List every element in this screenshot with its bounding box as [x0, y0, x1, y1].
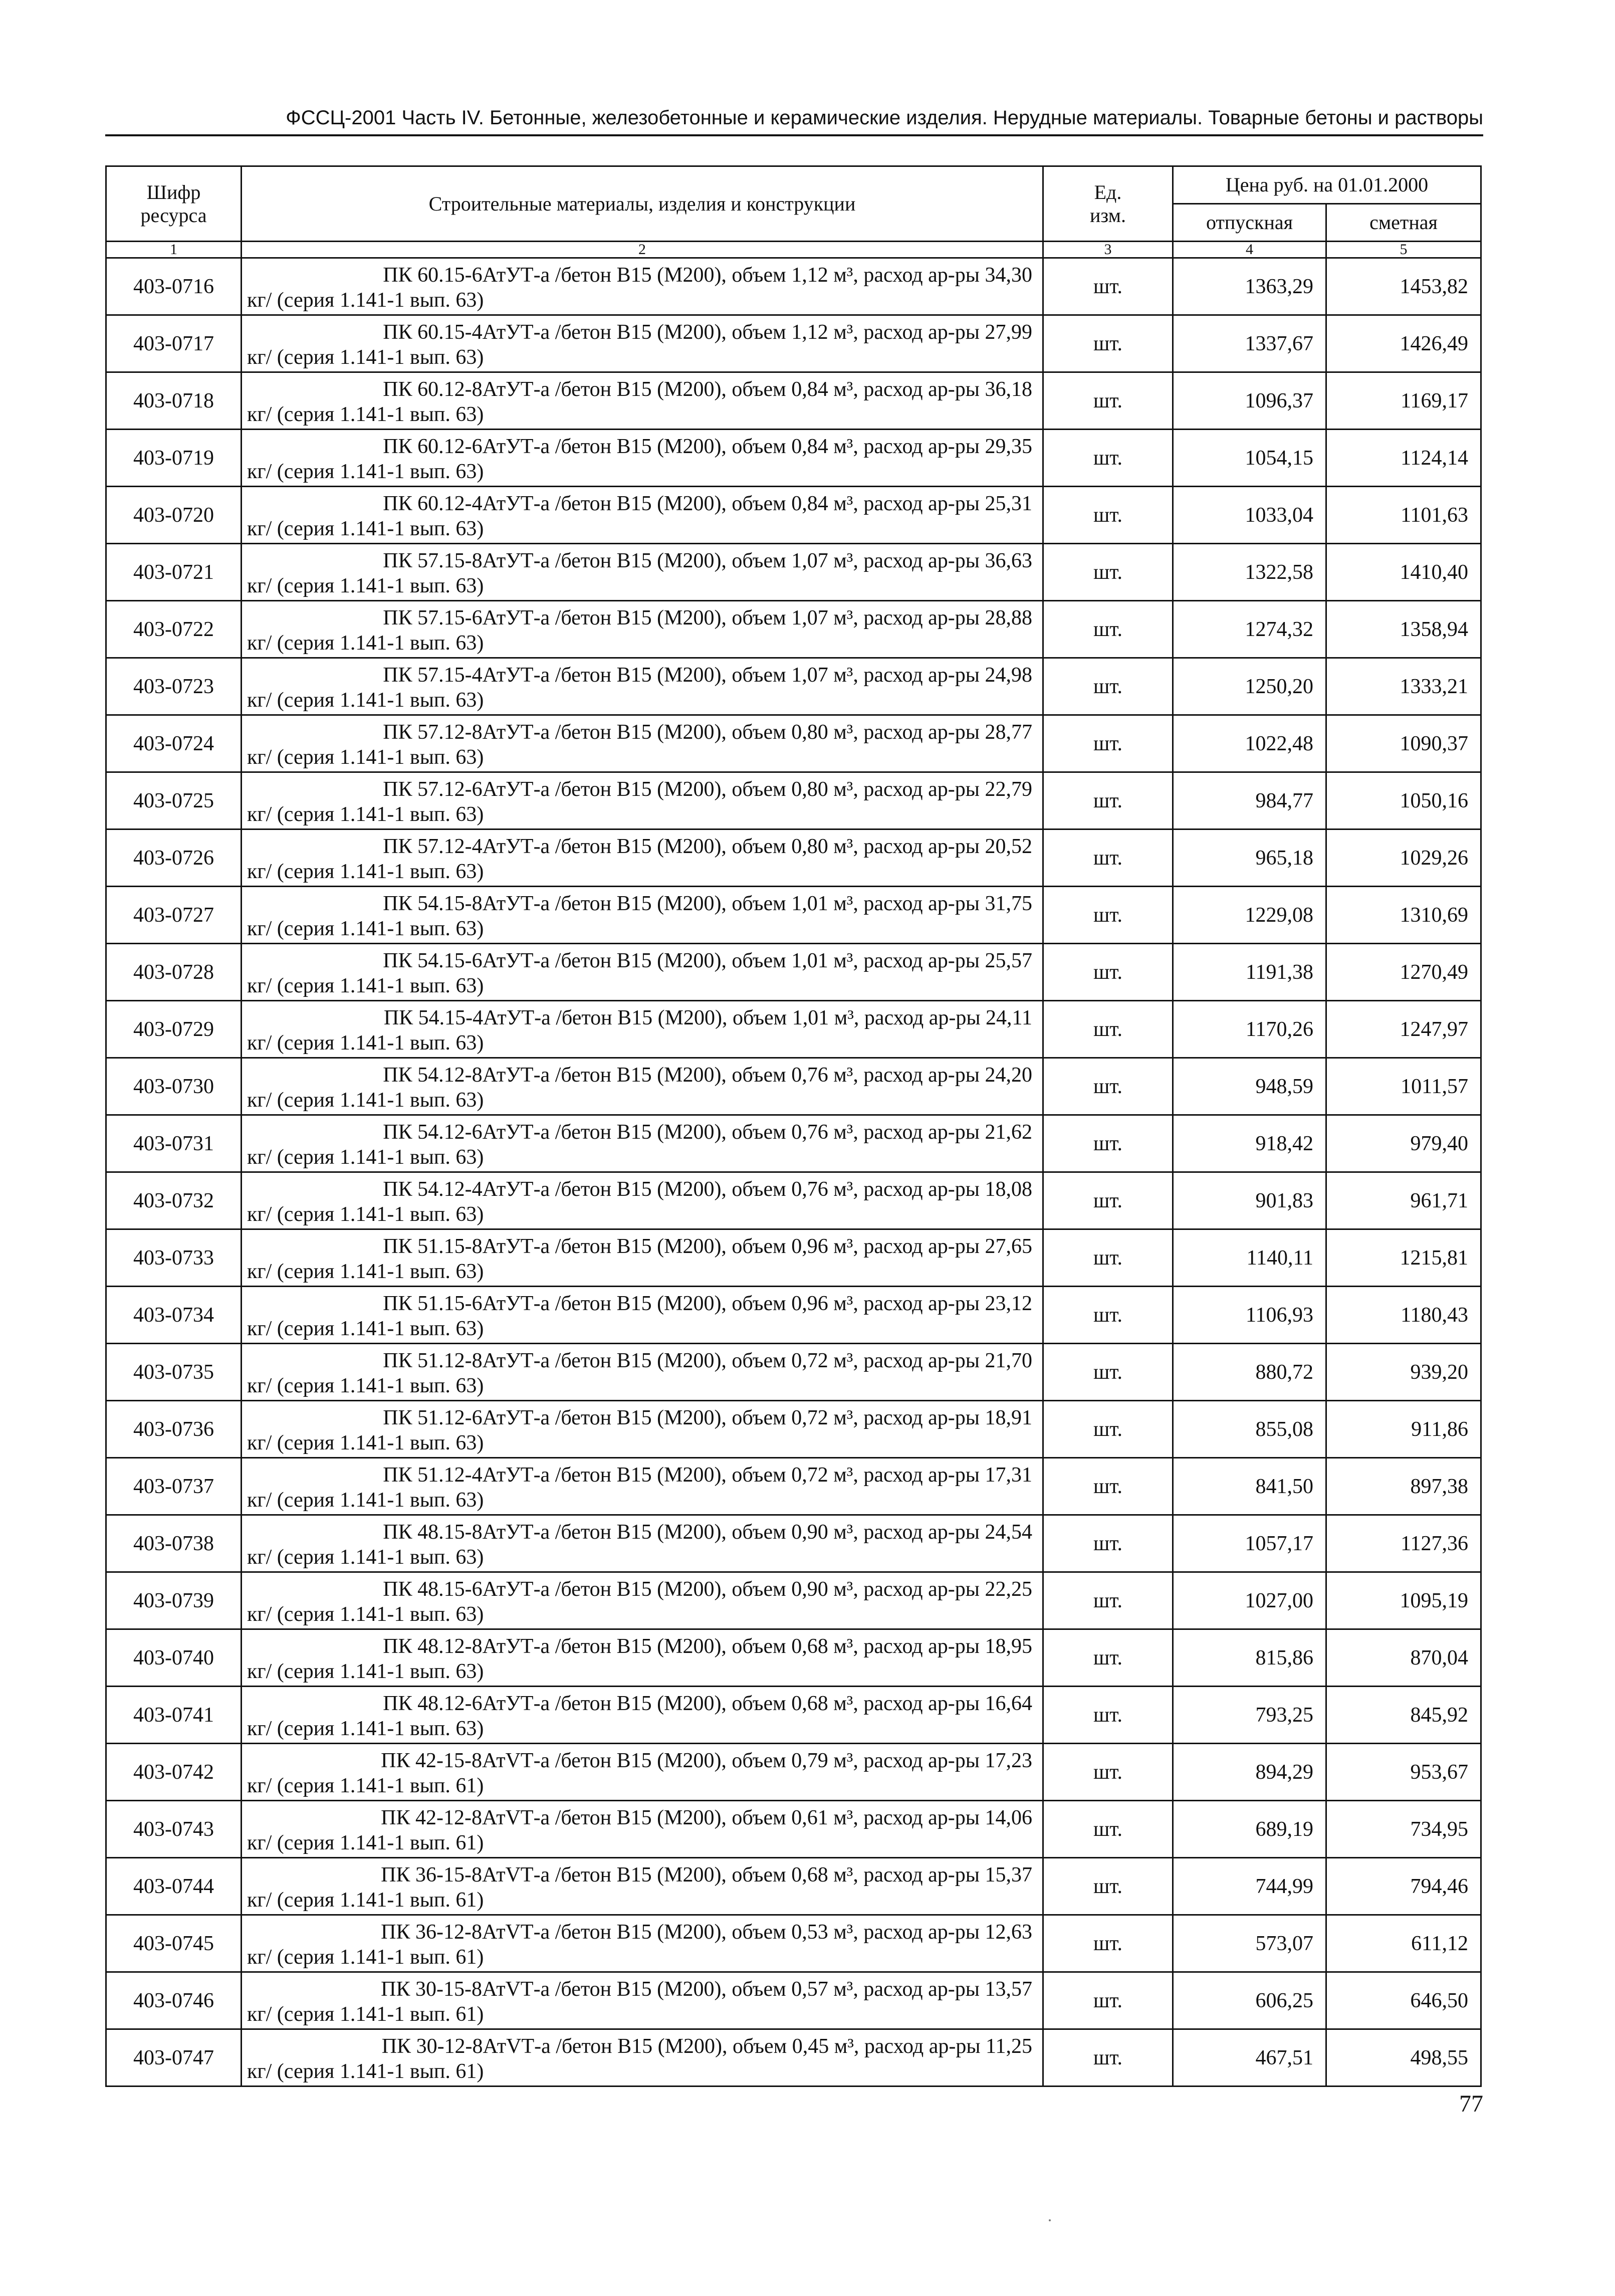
description-line-1: ПК 60.15-6АтУТ-а /бетон В15 (М200), объем 1,12 м³, расход ар-ры 34,30 [383, 263, 1032, 287]
price-estimate: 845,92 [1326, 1687, 1481, 1744]
material-description [242, 1629, 1043, 1687]
price-estimate: 646,50 [1326, 1972, 1481, 2029]
unit: шт. [1043, 944, 1173, 1001]
price-estimate: 498,55 [1326, 2029, 1481, 2086]
material-description [242, 1572, 1043, 1629]
description-line-1: ПК 48.15-8АтУТ-а /бетон В15 (М200), объем 0,90 м³, расход ар-ры 24,54 [383, 1520, 1032, 1544]
unit: шт. [1043, 1629, 1173, 1687]
header-unit: Ед. изм. [1043, 166, 1173, 242]
description-line-2: кг/ (серия 1.141-1 вып. 63) [247, 974, 484, 997]
unit: шт. [1043, 1515, 1173, 1572]
header-name: Строительные материалы, изделия и конструкции [242, 166, 1043, 242]
table-row [106, 487, 1481, 544]
price-release: 1096,37 [1173, 372, 1326, 430]
resource-code: 403-0733 [106, 1229, 242, 1287]
unit: шт. [1043, 1915, 1173, 1972]
description-line-1: ПК 54.12-6АтУТ-а /бетон В15 (М200), объем 0,76 м³, расход ар-ры 21,62 [383, 1120, 1032, 1144]
price-estimate: 1247,97 [1326, 1001, 1481, 1058]
description-line-2: кг/ (серия 1.141-1 вып. 63) [247, 1659, 484, 1683]
unit: шт. [1043, 1115, 1173, 1172]
unit: шт. [1043, 1001, 1173, 1058]
price-release: 1274,32 [1173, 601, 1326, 658]
header-price-release: отпускная [1173, 204, 1326, 242]
price-estimate: 939,20 [1326, 1344, 1481, 1401]
resource-code: 403-0726 [106, 829, 242, 887]
description-line-1: ПК 51.15-6АтУТ-а /бетон В15 (М200), объем 0,96 м³, расход ар-ры 23,12 [383, 1292, 1032, 1315]
description-line-1: ПК 54.12-4АтУТ-а /бетон В15 (М200), объем 0,76 м³, расход ар-ры 18,08 [383, 1177, 1032, 1201]
unit: шт. [1043, 1344, 1173, 1401]
price-release: 1229,08 [1173, 887, 1326, 944]
material-description [242, 1972, 1043, 2029]
material-description [242, 1401, 1043, 1458]
table-row [106, 601, 1481, 658]
table-row [106, 258, 1481, 315]
resource-code: 403-0741 [106, 1687, 242, 1744]
price-estimate: 1358,94 [1326, 601, 1481, 658]
material-description [242, 372, 1043, 430]
material-description [242, 944, 1043, 1001]
material-description [242, 1172, 1043, 1229]
resource-code: 403-0740 [106, 1629, 242, 1687]
price-release: 1191,38 [1173, 944, 1326, 1001]
header-rule [105, 134, 1483, 136]
material-description [242, 1515, 1043, 1572]
price-release: 1363,29 [1173, 258, 1326, 315]
description-line-1: ПК 30-15-8АтVТ-а /бетон В15 (М200), объем 0,57 м³, расход ар-ры 13,57 [381, 1977, 1032, 2001]
description-line-2: кг/ (серия 1.141-1 вып. 63) [247, 1488, 484, 1512]
price-estimate: 1050,16 [1326, 772, 1481, 829]
price-estimate: 961,71 [1326, 1172, 1481, 1229]
table-row [106, 1629, 1481, 1687]
description-line-1: ПК 42-12-8АтVТ-а /бетон В15 (М200), объем 0,61 м³, расход ар-ры 14,06 [381, 1806, 1032, 1829]
material-description [242, 1001, 1043, 1058]
price-estimate: 1215,81 [1326, 1229, 1481, 1287]
material-description [242, 430, 1043, 487]
description-line-1: ПК 57.12-4АтУТ-а /бетон В15 (М200), объем 0,80 м³, расход ар-ры 20,52 [383, 834, 1032, 858]
price-release: 1322,58 [1173, 544, 1326, 601]
price-estimate: 911,86 [1326, 1401, 1481, 1458]
resource-code: 403-0724 [106, 715, 242, 772]
description-line-2: кг/ (серия 1.141-1 вып. 63) [247, 1145, 484, 1169]
price-release: 1250,20 [1173, 658, 1326, 715]
resource-code: 403-0731 [106, 1115, 242, 1172]
table-row [106, 1687, 1481, 1744]
description-line-2: кг/ (серия 1.141-1 вып. 61) [247, 1774, 484, 1797]
table-row [106, 1572, 1481, 1629]
description-line-2: кг/ (серия 1.141-1 вып. 63) [247, 345, 484, 369]
unit: шт. [1043, 1687, 1173, 1744]
price-release: 573,07 [1173, 1915, 1326, 1972]
material-description [242, 1915, 1043, 1972]
price-estimate: 1101,63 [1326, 487, 1481, 544]
table-row [106, 1972, 1481, 2029]
description-line-2: кг/ (серия 1.141-1 вып. 63) [247, 1374, 484, 1397]
resource-code: 403-0739 [106, 1572, 242, 1629]
table-row [106, 372, 1481, 430]
material-description [242, 829, 1043, 887]
price-release: 1027,00 [1173, 1572, 1326, 1629]
material-description [242, 1115, 1043, 1172]
description-line-2: кг/ (серия 1.141-1 вып. 63) [247, 1602, 484, 1626]
price-estimate: 1426,49 [1326, 315, 1481, 372]
resource-code: 403-0716 [106, 258, 242, 315]
price-estimate: 1310,69 [1326, 887, 1481, 944]
resource-code: 403-0735 [106, 1344, 242, 1401]
description-line-2: кг/ (серия 1.141-1 вып. 61) [247, 1888, 484, 1912]
description-line-1: ПК 54.15-4АтУТ-а /бетон В15 (М200), объем 1,01 м³, расход ар-ры 24,11 [383, 1006, 1032, 1029]
resource-code: 403-0730 [106, 1058, 242, 1115]
price-estimate: 1127,36 [1326, 1515, 1481, 1572]
table-row [106, 2029, 1481, 2086]
unit: шт. [1043, 1172, 1173, 1229]
price-estimate: 870,04 [1326, 1629, 1481, 1687]
price-table [105, 165, 1482, 2087]
table-row [106, 772, 1481, 829]
price-release: 841,50 [1173, 1458, 1326, 1515]
table-row [106, 1858, 1481, 1915]
table-row [106, 1058, 1481, 1115]
unit: шт. [1043, 601, 1173, 658]
resource-code: 403-0734 [106, 1287, 242, 1344]
column-number: 4 [1173, 242, 1326, 258]
resource-code: 403-0721 [106, 544, 242, 601]
resource-code: 403-0738 [106, 1515, 242, 1572]
price-release: 1170,26 [1173, 1001, 1326, 1058]
column-number-row [106, 242, 1481, 258]
price-release: 815,86 [1173, 1629, 1326, 1687]
description-line-2: кг/ (серия 1.141-1 вып. 63) [247, 802, 484, 826]
unit: шт. [1043, 1744, 1173, 1801]
description-line-2: кг/ (серия 1.141-1 вып. 63) [247, 631, 484, 655]
description-line-2: кг/ (серия 1.141-1 вып. 63) [247, 1202, 484, 1226]
table-row [106, 544, 1481, 601]
resource-code: 403-0747 [106, 2029, 242, 2086]
description-line-2: кг/ (серия 1.141-1 вып. 61) [247, 1831, 484, 1854]
table-row [106, 715, 1481, 772]
material-description [242, 715, 1043, 772]
unit: шт. [1043, 1972, 1173, 2029]
material-description [242, 772, 1043, 829]
price-release: 606,25 [1173, 1972, 1326, 2029]
header-code: Шифр ресурса [106, 166, 242, 242]
price-release: 1337,67 [1173, 315, 1326, 372]
description-line-2: кг/ (серия 1.141-1 вып. 63) [247, 1545, 484, 1569]
price-release: 1054,15 [1173, 430, 1326, 487]
description-line-2: кг/ (серия 1.141-1 вып. 63) [247, 288, 484, 312]
material-description [242, 1058, 1043, 1115]
description-line-2: кг/ (серия 1.141-1 вып. 61) [247, 1945, 484, 1969]
unit: шт. [1043, 258, 1173, 315]
table-row [106, 1344, 1481, 1401]
description-line-2: кг/ (серия 1.141-1 вып. 63) [247, 517, 484, 540]
price-release: 467,51 [1173, 2029, 1326, 2086]
column-number: 2 [242, 242, 1043, 258]
price-estimate: 1090,37 [1326, 715, 1481, 772]
price-estimate: 1095,19 [1326, 1572, 1481, 1629]
table-row [106, 1744, 1481, 1801]
price-release: 965,18 [1173, 829, 1326, 887]
description-line-2: кг/ (серия 1.141-1 вып. 63) [247, 1088, 484, 1112]
table-row [106, 1915, 1481, 1972]
material-description [242, 315, 1043, 372]
material-description [242, 887, 1043, 944]
description-line-1: ПК 57.15-4АтУТ-а /бетон В15 (М200), объем 1,07 м³, расход ар-ры 24,98 [383, 663, 1032, 687]
price-estimate: 1333,21 [1326, 658, 1481, 715]
page-number: 77 [1459, 2091, 1483, 2117]
resource-code: 403-0719 [106, 430, 242, 487]
material-description [242, 2029, 1043, 2086]
resource-code: 403-0742 [106, 1744, 242, 1801]
price-estimate: 979,40 [1326, 1115, 1481, 1172]
table-row [106, 658, 1481, 715]
price-estimate: 1169,17 [1326, 372, 1481, 430]
resource-code: 403-0743 [106, 1801, 242, 1858]
header-price-estimate: сметная [1326, 204, 1481, 242]
price-estimate: 897,38 [1326, 1458, 1481, 1515]
description-line-1: ПК 60.12-6АтУТ-а /бетон В15 (М200), объем 0,84 м³, расход ар-ры 29,35 [383, 435, 1032, 458]
column-number: 3 [1043, 242, 1173, 258]
description-line-2: кг/ (серия 1.141-1 вып. 61) [247, 2002, 484, 2026]
description-line-1: ПК 57.15-8АтУТ-а /бетон В15 (М200), объем 1,07 м³, расход ар-ры 36,63 [383, 549, 1032, 572]
price-release: 689,19 [1173, 1801, 1326, 1858]
description-line-2: кг/ (серия 1.141-1 вып. 63) [247, 402, 484, 426]
price-release: 855,08 [1173, 1401, 1326, 1458]
material-description [242, 658, 1043, 715]
description-line-1: ПК 48.15-6АтУТ-а /бетон В15 (М200), объем 0,90 м³, расход ар-ры 22,25 [383, 1577, 1032, 1601]
table-row [106, 430, 1481, 487]
resource-code: 403-0744 [106, 1858, 242, 1915]
price-release: 1106,93 [1173, 1287, 1326, 1344]
resource-code: 403-0745 [106, 1915, 242, 1972]
price-release: 1022,48 [1173, 715, 1326, 772]
description-line-1: ПК 36-12-8АтVТ-а /бетон В15 (М200), объем 0,53 м³, расход ар-ры 12,63 [381, 1920, 1032, 1944]
description-line-2: кг/ (серия 1.141-1 вып. 63) [247, 745, 484, 769]
resource-code: 403-0746 [106, 1972, 242, 2029]
unit: шт. [1043, 829, 1173, 887]
description-line-1: ПК 60.12-4АтУТ-а /бетон В15 (М200), объем 0,84 м³, расход ар-ры 25,31 [383, 492, 1032, 515]
price-release: 948,59 [1173, 1058, 1326, 1115]
unit: шт. [1043, 1229, 1173, 1287]
resource-code: 403-0722 [106, 601, 242, 658]
scan-speck [1049, 2219, 1051, 2221]
table-row [106, 1115, 1481, 1172]
price-release: 1033,04 [1173, 487, 1326, 544]
unit: шт. [1043, 1572, 1173, 1629]
unit: шт. [1043, 544, 1173, 601]
table-row [106, 1515, 1481, 1572]
column-number: 1 [106, 242, 242, 258]
unit: шт. [1043, 1287, 1173, 1344]
material-description [242, 1801, 1043, 1858]
resource-code: 403-0729 [106, 1001, 242, 1058]
description-line-1: ПК 36-15-8АтVТ-а /бетон В15 (М200), объем 0,68 м³, расход ар-ры 15,37 [381, 1863, 1032, 1887]
description-line-1: ПК 51.15-8АтУТ-а /бетон В15 (М200), объем 0,96 м³, расход ар-ры 27,65 [383, 1234, 1032, 1258]
price-release: 1057,17 [1173, 1515, 1326, 1572]
description-line-2: кг/ (серия 1.141-1 вып. 63) [247, 1431, 484, 1454]
material-description [242, 258, 1043, 315]
price-estimate: 1270,49 [1326, 944, 1481, 1001]
unit: шт. [1043, 658, 1173, 715]
description-line-2: кг/ (серия 1.141-1 вып. 63) [247, 1260, 484, 1283]
price-release: 793,25 [1173, 1687, 1326, 1744]
table-row [106, 1801, 1481, 1858]
material-description [242, 601, 1043, 658]
price-release: 744,99 [1173, 1858, 1326, 1915]
price-estimate: 794,46 [1326, 1858, 1481, 1915]
unit: шт. [1043, 1058, 1173, 1115]
unit: шт. [1043, 1401, 1173, 1458]
unit: шт. [1043, 1458, 1173, 1515]
description-line-1: ПК 48.12-8АтУТ-а /бетон В15 (М200), объем 0,68 м³, расход ар-ры 18,95 [383, 1634, 1032, 1658]
description-line-1: ПК 51.12-8АтУТ-а /бетон В15 (М200), объем 0,72 м³, расход ар-ры 21,70 [383, 1349, 1032, 1372]
resource-code: 403-0737 [106, 1458, 242, 1515]
description-line-2: кг/ (серия 1.141-1 вып. 61) [247, 2059, 484, 2083]
description-line-1: ПК 60.12-8АтУТ-а /бетон В15 (М200), объем 0,84 м³, расход ар-ры 36,18 [383, 377, 1032, 401]
table-row [106, 944, 1481, 1001]
price-estimate: 611,12 [1326, 1915, 1481, 1972]
price-estimate: 1410,40 [1326, 544, 1481, 601]
price-release: 984,77 [1173, 772, 1326, 829]
unit: шт. [1043, 315, 1173, 372]
column-number: 5 [1326, 242, 1481, 258]
table-row [106, 1287, 1481, 1344]
header-price-group: Цена руб. на 01.01.2000 [1173, 166, 1481, 204]
description-line-1: ПК 60.15-4АтУТ-а /бетон В15 (М200), объем 1,12 м³, расход ар-ры 27,99 [383, 320, 1032, 344]
price-release: 894,29 [1173, 1744, 1326, 1801]
resource-code: 403-0723 [106, 658, 242, 715]
unit: шт. [1043, 372, 1173, 430]
description-line-2: кг/ (серия 1.141-1 вып. 63) [247, 460, 484, 483]
description-line-2: кг/ (серия 1.141-1 вып. 63) [247, 688, 484, 712]
table-row [106, 887, 1481, 944]
resource-code: 403-0736 [106, 1401, 242, 1458]
table-row [106, 1458, 1481, 1515]
price-estimate: 734,95 [1326, 1801, 1481, 1858]
material-description [242, 1744, 1043, 1801]
resource-code: 403-0718 [106, 372, 242, 430]
price-estimate: 1029,26 [1326, 829, 1481, 887]
resource-code: 403-0725 [106, 772, 242, 829]
material-description [242, 1344, 1043, 1401]
resource-code: 403-0727 [106, 887, 242, 944]
description-line-1: ПК 51.12-4АтУТ-а /бетон В15 (М200), объем 0,72 м³, расход ар-ры 17,31 [383, 1463, 1032, 1487]
material-description [242, 1687, 1043, 1744]
description-line-1: ПК 57.12-8АтУТ-а /бетон В15 (М200), объем 0,80 м³, расход ар-ры 28,77 [383, 720, 1032, 744]
price-release: 880,72 [1173, 1344, 1326, 1401]
price-release: 901,83 [1173, 1172, 1326, 1229]
table-body [106, 258, 1481, 2086]
price-estimate: 1124,14 [1326, 430, 1481, 487]
material-description [242, 1287, 1043, 1344]
unit: шт. [1043, 715, 1173, 772]
price-estimate: 1453,82 [1326, 258, 1481, 315]
resource-code: 403-0717 [106, 315, 242, 372]
price-release: 1140,11 [1173, 1229, 1326, 1287]
page-header: ФССЦ-2001 Часть IV. Бетонные, железобетонные и керамические изделия. Нерудные материалы. Товарные бетоны и растворы [286, 107, 1483, 129]
resource-code: 403-0732 [106, 1172, 242, 1229]
price-release: 918,42 [1173, 1115, 1326, 1172]
table-row [106, 315, 1481, 372]
description-line-2: кг/ (серия 1.141-1 вып. 63) [247, 1031, 484, 1055]
description-line-1: ПК 48.12-6АтУТ-а /бетон В15 (М200), объем 0,68 м³, расход ар-ры 16,64 [383, 1692, 1032, 1715]
table-row [106, 1229, 1481, 1287]
description-line-2: кг/ (серия 1.141-1 вып. 63) [247, 917, 484, 940]
material-description [242, 1458, 1043, 1515]
price-estimate: 1011,57 [1326, 1058, 1481, 1115]
table-row [106, 829, 1481, 887]
unit: шт. [1043, 887, 1173, 944]
unit: шт. [1043, 1858, 1173, 1915]
table-row [106, 1401, 1481, 1458]
unit: шт. [1043, 2029, 1173, 2086]
unit: шт. [1043, 1801, 1173, 1858]
unit: шт. [1043, 430, 1173, 487]
description-line-2: кг/ (серия 1.141-1 вып. 63) [247, 1317, 484, 1340]
description-line-1: ПК 57.15-6АтУТ-а /бетон В15 (М200), объем 1,07 м³, расход ар-ры 28,88 [383, 606, 1032, 630]
material-description [242, 1229, 1043, 1287]
unit: шт. [1043, 772, 1173, 829]
resource-code: 403-0728 [106, 944, 242, 1001]
description-line-1: ПК 54.12-8АтУТ-а /бетон В15 (М200), объем 0,76 м³, расход ар-ры 24,20 [383, 1063, 1032, 1087]
description-line-2: кг/ (серия 1.141-1 вып. 63) [247, 1717, 484, 1740]
material-description [242, 487, 1043, 544]
description-line-2: кг/ (серия 1.141-1 вып. 63) [247, 574, 484, 597]
description-line-1: ПК 51.12-6АтУТ-а /бетон В15 (М200), объем 0,72 м³, расход ар-ры 18,91 [383, 1406, 1032, 1429]
material-description [242, 1858, 1043, 1915]
description-line-1: ПК 42-15-8АтVТ-а /бетон В15 (М200), объем 0,79 м³, расход ар-ры 17,23 [381, 1749, 1032, 1772]
price-estimate: 953,67 [1326, 1744, 1481, 1801]
description-line-1: ПК 54.15-8АтУТ-а /бетон В15 (М200), объем 1,01 м³, расход ар-ры 31,75 [383, 892, 1032, 915]
price-estimate: 1180,43 [1326, 1287, 1481, 1344]
description-line-1: ПК 57.12-6АтУТ-а /бетон В15 (М200), объем 0,80 м³, расход ар-ры 22,79 [383, 777, 1032, 801]
resource-code: 403-0720 [106, 487, 242, 544]
material-description [242, 544, 1043, 601]
table-row [106, 1172, 1481, 1229]
description-line-1: ПК 54.15-6АтУТ-а /бетон В15 (М200), объем 1,01 м³, расход ар-ры 25,57 [383, 949, 1032, 972]
unit: шт. [1043, 487, 1173, 544]
table-row [106, 1001, 1481, 1058]
description-line-1: ПК 30-12-8АтVТ-а /бетон В15 (М200), объем 0,45 м³, расход ар-ры 11,25 [381, 2034, 1032, 2058]
description-line-2: кг/ (серия 1.141-1 вып. 63) [247, 860, 484, 883]
